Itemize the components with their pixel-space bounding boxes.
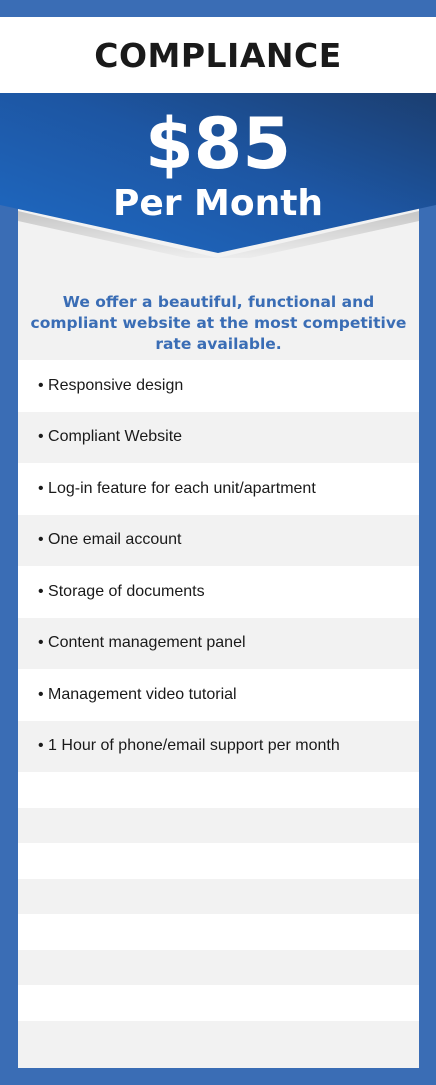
feature-item: • Responsive design: [18, 360, 419, 412]
feature-item: • Storage of documents: [18, 566, 419, 618]
empty-row: [18, 914, 419, 950]
empty-row: [18, 1021, 419, 1057]
empty-rows: [18, 772, 419, 1056]
feature-item: • One email account: [18, 515, 419, 567]
empty-row: [18, 985, 419, 1021]
feature-item: • Compliant Website: [18, 412, 419, 464]
empty-row: [18, 808, 419, 844]
feature-list: [18, 360, 419, 772]
empty-row: [18, 843, 419, 879]
empty-row: [18, 950, 419, 986]
feature-item: • Content management panel: [18, 618, 419, 670]
feature-item: • Management video tutorial: [18, 669, 419, 721]
price-amount: $85: [144, 103, 292, 185]
price-period: Per Month: [112, 183, 324, 224]
plan-title-bar: [0, 17, 436, 93]
empty-row: [18, 772, 419, 808]
feature-item: • 1 Hour of phone/email support per month: [18, 721, 419, 773]
plan-description: We offer a beautiful, functional and compliant website at the most competitive rate available.: [30, 293, 407, 353]
empty-row: [18, 879, 419, 915]
plan-title: COMPLIANCE: [94, 35, 342, 75]
feature-item: • Log-in feature for each unit/apartment: [18, 463, 419, 515]
